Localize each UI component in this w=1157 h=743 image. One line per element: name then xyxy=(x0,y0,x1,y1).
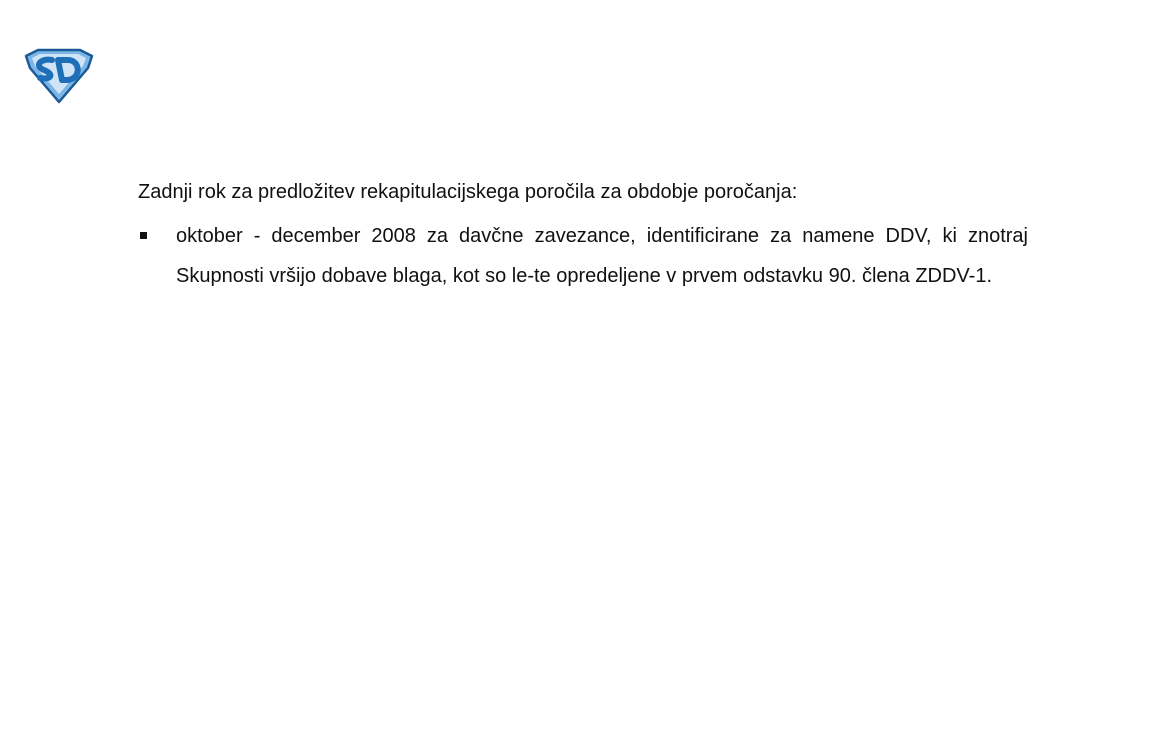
company-logo xyxy=(22,46,96,104)
shield-logo-icon xyxy=(22,46,96,104)
list-item xyxy=(138,216,1028,296)
square-bullet-icon xyxy=(140,232,147,239)
list-item-text: oktober - december 2008 za davčne zavezance, identificirane za namene DDV, ki znotraj Skupnosti vršijo dobave blaga, kot so le-te opredeljene v prvem odstavku 90. člena ZDDV-1. xyxy=(176,225,1028,287)
intro-paragraph: Zadnji rok za predložitev rekapitulacijskega poročila za obdobje poročanja: xyxy=(138,181,798,203)
bullet-list xyxy=(138,216,1028,296)
document-body xyxy=(138,176,1028,296)
